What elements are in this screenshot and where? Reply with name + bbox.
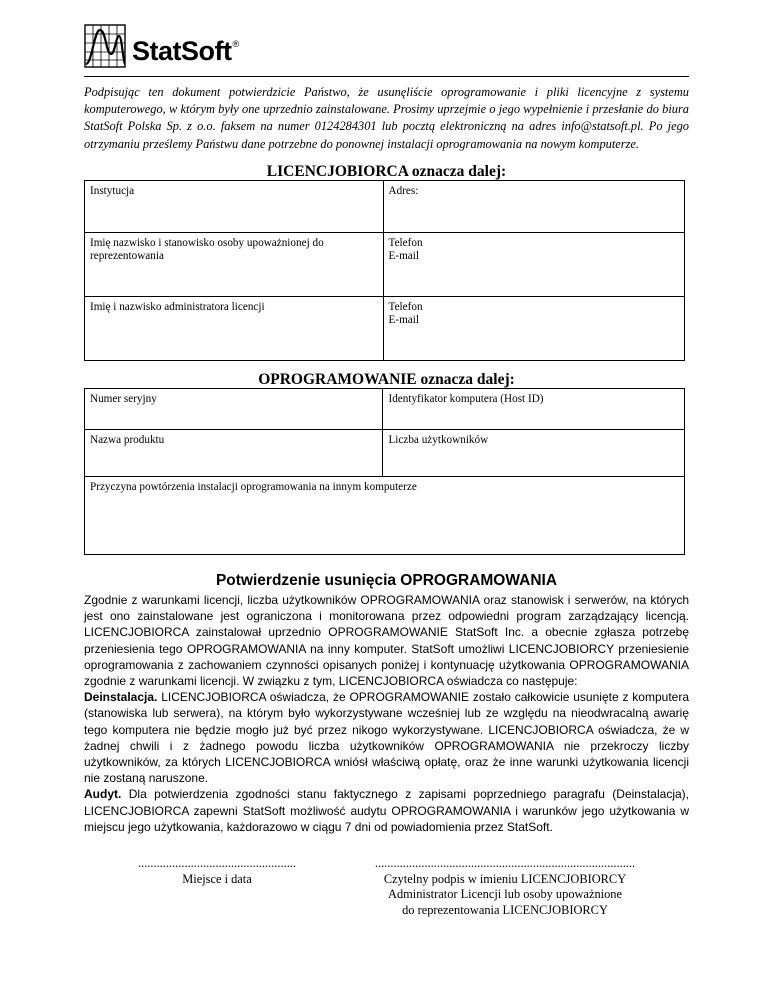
host-id-label: Identyfikator komputera (Host ID) <box>388 393 544 405</box>
institution-field[interactable] <box>85 181 384 233</box>
statsoft-logo <box>84 24 304 72</box>
contact-field[interactable] <box>383 233 684 297</box>
header-divider <box>84 76 689 77</box>
product-name-label: Nazwa produktu <box>90 434 165 446</box>
product-name-field[interactable] <box>85 430 383 477</box>
representative-label-line1: Imię nazwisko i stanowisko osoby upoważnionej do <box>90 237 324 249</box>
intro-paragraph: Podpisując ten dokument potwierdzicie Państwo, że usunęliście oprogramowanie i pliki licencyjne z systemu komputerowego, w którym były one uprzednio zainstalowane. Prosimy uprzejmie o jego wypełnienie i przesłanie do biura StatSoft Polska Sp. z o.o. faksem na numer 0124284301 lub pocztą elektroniczną na adres info@statsoft.pl. Po jego otrzymaniu prześlemy Państwu dane potrzebne do ponownej instalacji oprogramowania na nowym komputerze. <box>84 85 689 151</box>
confirmation-paragraph: Zgodnie z warunkami licencji, liczba użytkowników OPROGRAMOWANIA oraz stanowisk i serwerów, na których jest ono zainstalowane jest ograniczona i monitorowana przez odpowiedni program zarządzający licencją. LICENCJOBIORCA zainstalował uprzednio OPROGRAMOWANIE StatSoft Inc. a obecnie zgłasza potrzebę przeniesienia tego OPROGRAMOWANIA na inny komputer. StatSoft umożliwi LICENCJOBIORCY przeniesienie oprogramowania z zachowaniem czynności opisanych poniżej i kontynuację użytkowania OPROGRAMOWANIA zgodnie z warunkami licencji. W związku z tym, LICENCJOBIORCA oświadcza co następuje: <box>84 593 689 689</box>
admin-contact-field[interactable] <box>383 297 684 361</box>
deinstallation-heading: Deinstalacja. <box>84 690 158 705</box>
confirmation-body <box>84 592 689 835</box>
address-field[interactable] <box>383 181 684 233</box>
institution-label: Instytucja <box>90 185 135 197</box>
licensee-table <box>84 180 685 361</box>
user-count-field[interactable] <box>383 430 685 477</box>
licensee-signature <box>360 856 650 918</box>
place-date-label: Miejsce i data <box>182 871 252 886</box>
admin-email-label: E-mail <box>388 314 419 326</box>
serial-number-label: Numer seryjny <box>90 393 157 405</box>
software-table <box>84 388 685 555</box>
licensee-signature-line[interactable]: .................................................................................... <box>374 856 636 870</box>
admin-label: Imię i nazwisko administratora licencji <box>90 301 265 313</box>
licensee-signature-label-3: do reprezentowania LICENCJOBIORCY <box>402 902 608 917</box>
licensee-signature-label-1: Czytelny podpis w imieniu LICENCJOBIORCY <box>383 871 627 886</box>
place-date-signature <box>132 856 302 887</box>
user-count-label: Liczba użytkowników <box>388 434 489 446</box>
audit-text: Dla potwierdzenia zgodności stanu faktycznego z zapisami poprzedniego paragrafu (Deinstalacja), LICENCJOBIORCA zapewni StatSoft możliwość audytu OPROGRAMOWANIA i warunków jego użytkowania w miejscu jego użytkowania, każdorazowo w ciągu 7 dni od powiadomienia przez StatSoft. <box>84 787 689 834</box>
audit-paragraph <box>84 786 689 835</box>
email-label: E-mail <box>388 250 419 262</box>
phone-label: Telefon <box>388 237 423 249</box>
admin-field[interactable] <box>85 297 384 361</box>
licensee-section-title: LICENCJOBIORCA oznacza dalej: <box>266 163 507 180</box>
software-section-title: OPROGRAMOWANIE oznacza dalej: <box>258 371 515 388</box>
serial-number-field[interactable] <box>85 389 383 430</box>
deinstallation-text: LICENCJOBIORCA oświadcza, że OPROGRAMOWANIE zostało całkowicie usunięte z komputera (stanowiska lub serwera), na którym było wykorzystywane wcześniej lub ze względu na nieodwracalną awarię tego komputera nie będzie mogło już być przez nikogo wykorzystywane. LICENCJOBIORCA oświadcza, że w żadnej chwili i z żadnego powodu liczba użytkowników OPROGRAMOWANIA nie przekroczy liczby użytkowników, za których LICENCJOBIORCA wniósł właściwą opłatę, oraz że inne warunki użytkowania licencji nie zostaną naruszone. <box>84 690 689 786</box>
confirmation-title: Potwierdzenie usunięcia OPROGRAMOWANIA <box>215 572 558 589</box>
audit-heading: Audyt. <box>84 787 122 802</box>
reason-field[interactable] <box>85 477 685 555</box>
address-label: Adres: <box>388 185 419 197</box>
statsoft-logo-text: StatSoft® <box>132 36 239 66</box>
licensee-signature-label-2: Administrator Licencji lub osoby upoważnione <box>388 887 622 901</box>
reason-label: Przyczyna powtórzenia instalacji oprogramowania na innym komputerze <box>90 481 417 493</box>
statsoft-logo-icon <box>84 24 128 70</box>
admin-phone-label: Telefon <box>388 301 423 313</box>
representative-label-line2: reprezentowania <box>90 250 164 262</box>
host-id-field[interactable] <box>383 389 685 430</box>
representative-field[interactable] <box>85 233 384 297</box>
deinstallation-paragraph <box>84 689 689 786</box>
place-date-line[interactable]: ................................................... <box>138 856 296 870</box>
